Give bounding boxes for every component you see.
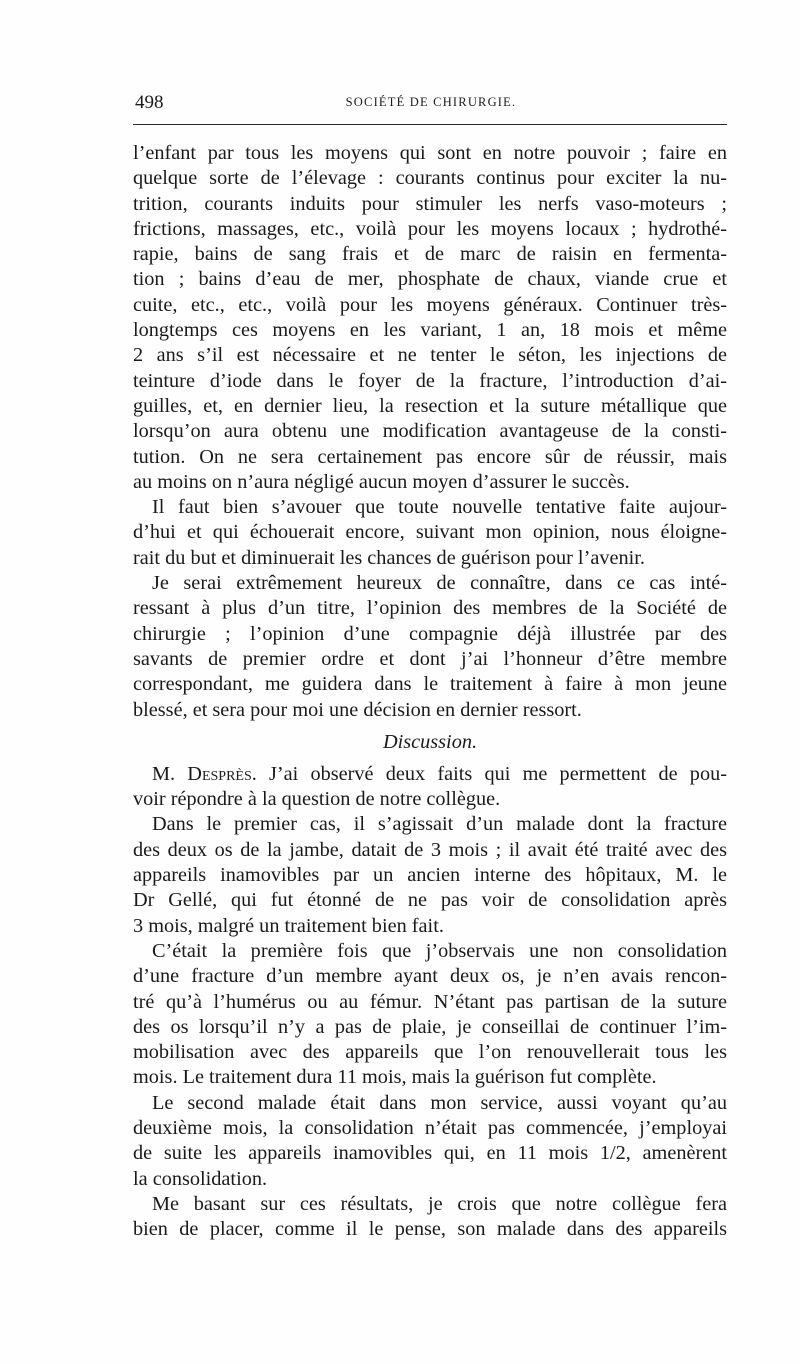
text-line: la consolidation. bbox=[133, 1167, 268, 1190]
text-line: bien de placer, comme il le pense, son malade dans des appareils bbox=[133, 1218, 727, 1241]
text-line: des deux os de la jambe, datait de 3 mois ; il avait été traité avec des bbox=[133, 838, 727, 861]
text-line: 2 ans s’il est nécessaire et ne tenter le séton, les injections de bbox=[133, 344, 727, 367]
text-line: ressant à plus d’un titre, l’opinion des membres de la Société de bbox=[133, 597, 727, 620]
text-line: correspondant, me guidera dans le traitement à faire à mon jeune bbox=[133, 673, 727, 696]
text-line: trition, courants induits pour stimuler les nerfs vaso-moteurs ; bbox=[133, 192, 727, 215]
text-line: Me basant sur ces résultats, je crois que notre collègue fera bbox=[152, 1192, 727, 1215]
text-line: appareils inamovibles par un ancien interne des hôpitaux, M. le bbox=[133, 864, 727, 887]
text-line: d’une fracture d’un membre ayant deux os, je n’en avais rencon- bbox=[133, 965, 727, 988]
text-line bbox=[133, 762, 727, 787]
text-line: mobilisation avec des appareils que l’on renouvellerait tous les bbox=[133, 1041, 727, 1064]
text-line: Le second malade était dans mon service, aussi voyant qu’au bbox=[152, 1091, 727, 1114]
text-line: teinture d’iode dans le foyer de la fracture, l’introduction d’ai- bbox=[133, 369, 727, 392]
text-line: blessé, et sera pour moi une décision en dernier ressort. bbox=[133, 698, 582, 721]
text-line: cuite, etc., etc., voilà pour les moyens généraux. Continuer très- bbox=[133, 293, 727, 316]
running-head bbox=[135, 92, 727, 114]
header-rule bbox=[133, 124, 727, 125]
text-line: mois. Le traitement dura 11 mois, mais la guérison fut complète. bbox=[133, 1066, 657, 1089]
text-line: au moins on n’aura négligé aucun moyen d’assurer le succès. bbox=[133, 470, 630, 493]
text-line: deuxième mois, la consolidation n’était pas commencée, j’employai bbox=[133, 1116, 727, 1139]
text-line: de suite les appareils inamovibles qui, en 11 mois 1/2, amenèrent bbox=[133, 1142, 727, 1165]
text-line: Dr Gellé, qui fut étonné de ne pas voir de consolidation après bbox=[133, 889, 727, 912]
text-line: frictions, massages, etc., voilà pour les moyens locaux ; hydrothé- bbox=[133, 217, 727, 240]
text-line: lorsqu’on aura obtenu une modification avantageuse de la consti- bbox=[133, 420, 727, 443]
body-text bbox=[133, 141, 727, 1242]
text-line: des os lorsqu’il n’y a pas de plaie, je conseillai de continuer l’im- bbox=[133, 1015, 727, 1038]
text-line: rait du but et diminuerait les chances de guérison pour l’avenir. bbox=[133, 546, 645, 569]
text-line: savants de premier ordre et dont j’ai l’honneur d’être membre bbox=[133, 647, 727, 670]
text-line: voir répondre à la question de notre collègue. bbox=[133, 788, 501, 811]
running-title: SOCIÉTÉ DE CHIRURGIE. bbox=[345, 95, 517, 109]
text-line: C’était la première fois que j’observais une non consolidation bbox=[152, 939, 727, 962]
section-heading: Discussion. bbox=[382, 730, 478, 753]
speaker-prefix: M. bbox=[152, 762, 188, 785]
speaker-name: Desprès bbox=[187, 762, 252, 785]
text-line: Il faut bien s’avouer que toute nouvelle tentative faite aujour- bbox=[152, 496, 727, 519]
text-line: tution. On ne sera certainement pas encore sûr de réussir, mais bbox=[133, 445, 727, 468]
page-number: 498 bbox=[135, 92, 164, 113]
text-line: tré qu’à l’humérus ou au fémur. N’étant pas partisan de la suture bbox=[133, 990, 727, 1013]
text-line: guilles, et, en dernier lieu, la resection et la suture métallique que bbox=[133, 394, 727, 417]
text-line: Je serai extrêmement heureux de connaître, dans ce cas inté- bbox=[152, 572, 727, 595]
speaker-line-rest: . J’ai observé deux faits qui me permettent de pou- bbox=[251, 762, 727, 785]
text-line: d’hui et qui échouerait encore, suivant mon opinion, nous éloigne- bbox=[133, 521, 727, 544]
text-line: rapie, bains de sang frais et de marc de raisin en fermenta- bbox=[133, 243, 727, 266]
text-line: longtemps ces moyens en les variant, 1 an, 18 mois et même bbox=[133, 319, 727, 342]
text-line: chirurgie ; l’opinion d’une compagnie déjà illustrée par des bbox=[133, 622, 727, 645]
text-line: Dans le premier cas, il s’agissait d’un malade dont la fracture bbox=[152, 813, 727, 836]
text-line: quelque sorte de l’élevage : courants continus pour exciter la nu- bbox=[133, 167, 727, 190]
text-line: 3 mois, malgré un traitement bien fait. bbox=[133, 914, 444, 937]
text-line: tion ; bains d’eau de mer, phosphate de chaux, viande crue et bbox=[133, 268, 727, 291]
text-line: l’enfant par tous les moyens qui sont en notre pouvoir ; faire en bbox=[133, 142, 727, 164]
